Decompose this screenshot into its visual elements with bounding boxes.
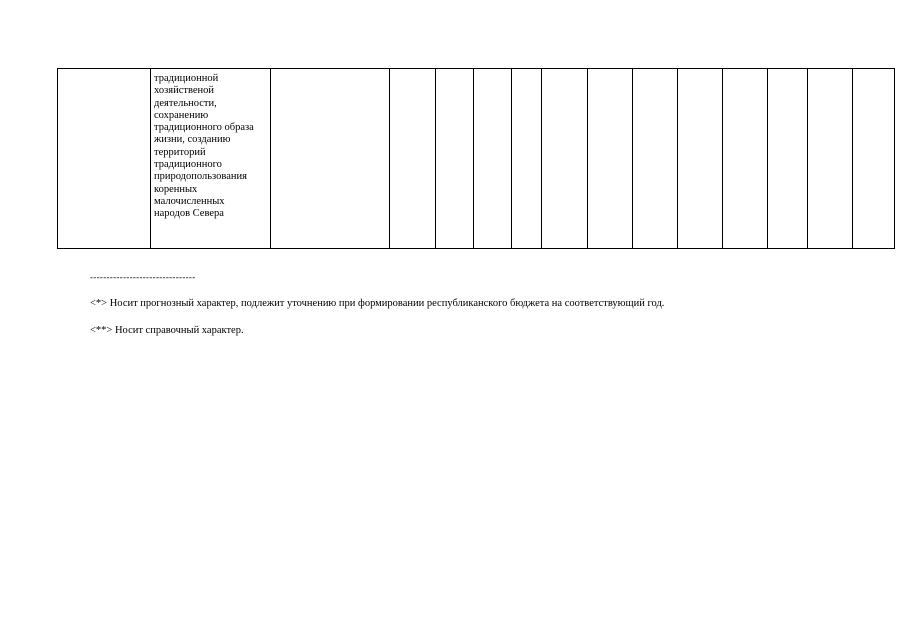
table-cell-col12 bbox=[723, 69, 768, 249]
table-cell-col8 bbox=[542, 69, 588, 249]
table-cell-col1 bbox=[58, 69, 151, 249]
table-cell-col7 bbox=[512, 69, 542, 249]
table-row bbox=[58, 69, 895, 249]
program-table bbox=[57, 68, 895, 249]
table-cell-col4 bbox=[390, 69, 436, 249]
table-cell-col15 bbox=[853, 69, 895, 249]
footnote-separator: -------------------------------- bbox=[90, 272, 196, 282]
table-cell-col14 bbox=[808, 69, 853, 249]
footnote-forecast: <*> Носит прогнозный характер, подлежит уточнению при формировании республиканского бюджета на соответствующий год. bbox=[90, 298, 665, 309]
table-cell-col11 bbox=[678, 69, 723, 249]
table-cell-col3 bbox=[271, 69, 390, 249]
table-cell-col6 bbox=[474, 69, 512, 249]
table-cell-col9 bbox=[588, 69, 633, 249]
table-cell-col10 bbox=[633, 69, 678, 249]
table-cell-col5 bbox=[436, 69, 474, 249]
footnote-reference: <**> Носит справочный характер. bbox=[90, 325, 244, 336]
table-cell-col13 bbox=[768, 69, 808, 249]
table-cell-measure-description: традиционной хозяйственой деятельности, сохранению традиционного образа жизни, созданию территорий традиционного природопользования коренных малочисленных народов Севера bbox=[151, 69, 271, 249]
